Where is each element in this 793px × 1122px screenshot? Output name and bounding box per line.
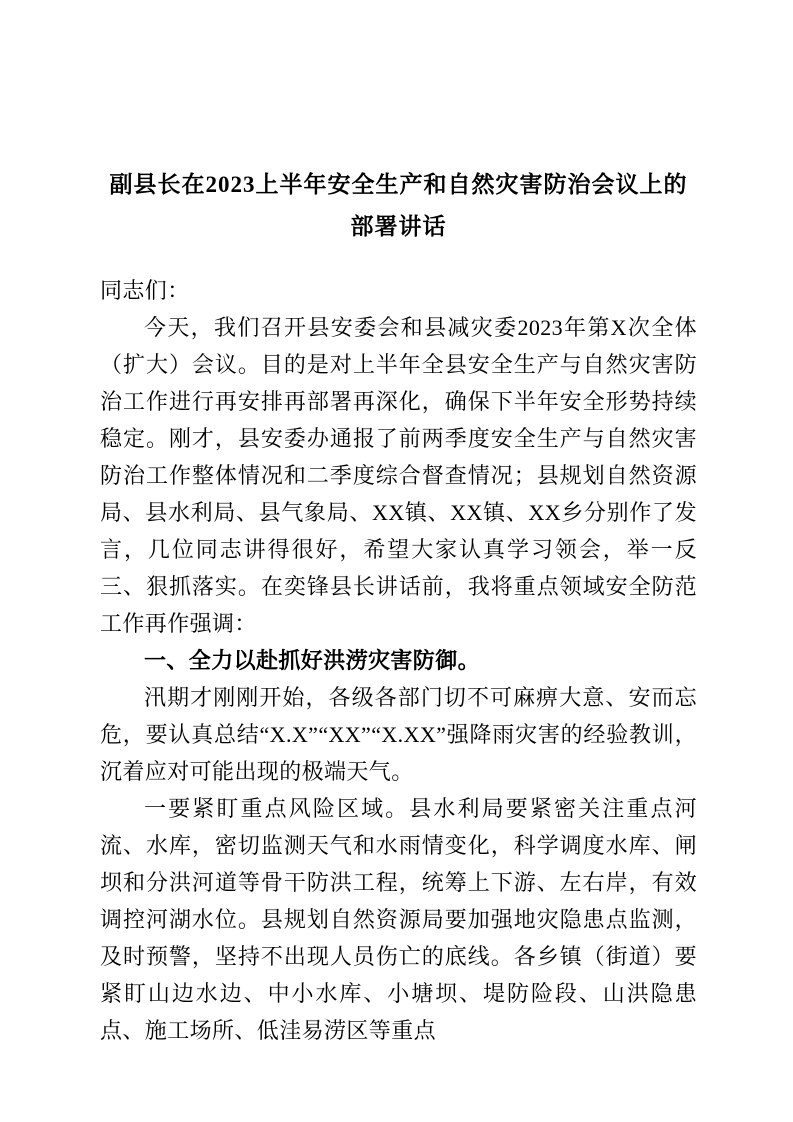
section-heading-flood-prevention: 一、全力以赴抓好洪涝灾害防御。 bbox=[144, 648, 481, 673]
paragraph-key-risk-areas: 一要紧盯重点风险区域。县水利局要紧密关注重点河流、水库，密切监测天气和水雨情变化，科学调度水库、闸坝和分洪河道等骨干防洪工程，统筹上下游、左右岸，有效调控河湖水位。县规划自然资源局要加强地灾隐患点监测，及时预警，坚持不出现人员伤亡的底线。各乡镇（街道）要紧盯山边水边、中小水库、小塘坝、堤防险段、山洪隐患点、施工场所、低洼易涝区等重点 bbox=[100, 796, 697, 1043]
document-title: 副县长在2023上半年安全生产和自然灾害防治会议上的部署讲话 bbox=[109, 172, 688, 239]
salutation: 同志们： bbox=[100, 278, 190, 303]
paragraph-flood-season-warning: 汛期才刚刚开始，各级各部门切不可麻痹大意、安而忘危，要认真总结“X.X”“XX”“X.XX”强降雨灾害的经验教训，沉着应对可能出现的极端天气。 bbox=[100, 685, 697, 784]
paragraph-opening: 今天，我们召开县安委会和县减灾委2023年第X次全体（扩大）会议。目的是对上半年全县安全生产与自然灾害防治工作进行再安排再部署再深化，确保下半年安全形势持续稳定。刚才，县安委办通报了前两季度安全生产与自然灾害防治工作整体情况和二季度综合督查情况；县规划自然资源局、县水利局、县气象局、XX镇、XX镇、XX乡分别作了发言，几位同志讲得很好，希望大家认真学习领会，举一反三、狠抓落实。在奕锋县长讲话前，我将重点领域安全防范工作再作强调： bbox=[100, 315, 697, 636]
